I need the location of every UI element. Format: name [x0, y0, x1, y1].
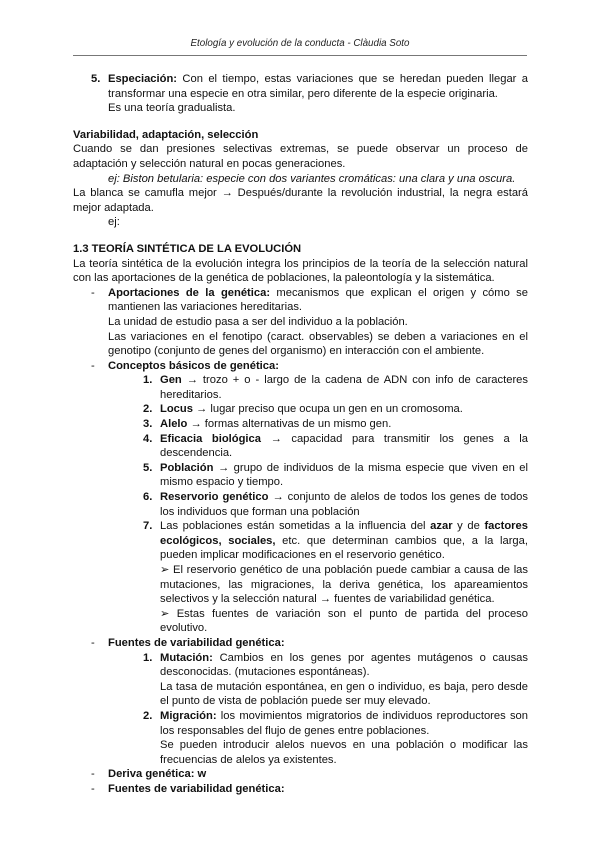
fuente-desc: Cambios en los genes por agentes mutágenos o causas desconocidas. (mutaciones espontáneas).	[160, 651, 528, 679]
fuentes-list	[73, 651, 528, 768]
concept-body: → grupo de individuos de la misma especie que viven en el mismo espacio y tiempo.	[160, 461, 528, 489]
paragraph-camuflaje: La blanca se camufla mejor → Después/durante la revolución industrial, la negra estará mejor adaptada.	[73, 187, 528, 214]
concept-text	[160, 373, 528, 402]
fuente-number: 2.	[143, 709, 153, 722]
item-term: Especiación:	[108, 73, 178, 85]
concept-term: Alelo	[160, 418, 188, 431]
fuentes-title: Fuentes de variabilidad genética:	[108, 636, 285, 649]
fuente-extra: La tasa de mutación espontánea, en gen o individuo, es baja, pero desde el punto de vista de población puede ser muy elevado.	[160, 680, 528, 708]
fuente-item	[143, 651, 528, 709]
list-item-conceptos	[73, 359, 528, 374]
item-number: 5.	[91, 73, 101, 85]
concept-7-bullet-1: ➢ El reservorio genético de una población puede cambiar a causa de las mutaciones, las migraciones, la deriva genética, los apareamientos selectivos y la selección natural → fuentes de variabilidad genética.	[160, 564, 528, 606]
item-body: Con el tiempo, estas variaciones que se heredan pueden llegar a transformar una especie en otra similar, pero diferente de la especie originaria.	[108, 73, 528, 100]
concept-number: 2.	[143, 403, 153, 416]
concept-7-bullet-2: ➢ Estas fuentes de variación son el punto de partida del proceso evolutivo.	[160, 607, 528, 635]
fuente-item	[143, 709, 528, 767]
concept-item	[143, 490, 528, 519]
concept-item	[143, 432, 528, 461]
list-item-fuentes-2	[73, 782, 528, 797]
concept-term: Población	[160, 461, 214, 474]
concept-term: Reservorio genético	[160, 491, 269, 504]
paragraph-variabilidad: Cuando se dan presiones selectivas extremas, se puede observar un proceso de adaptación y selección natural en pocas generaciones.	[73, 143, 528, 170]
concept-text	[160, 417, 528, 432]
spacer	[73, 230, 528, 242]
conceptos-title: Conceptos básicos de genética:	[108, 359, 279, 372]
fuente-body	[160, 709, 528, 767]
concept-item	[143, 461, 528, 490]
section-title-variabilidad: Variabilidad, adaptación, selección	[73, 128, 259, 141]
fuente-text	[160, 709, 528, 738]
dash-bullet: -	[91, 782, 95, 795]
concept-7-mid: y de	[452, 520, 485, 533]
aportaciones-line3: Las variaciones en el fenotipo (caract. observables) se deben a variaciones en el genotipo (conjunto de genes del organismo) en interacción con el ambiente.	[108, 330, 528, 358]
fuente-text	[160, 651, 528, 680]
concept-item	[143, 402, 528, 417]
concept-term: Gen	[160, 374, 182, 387]
fuentes-2-title: Fuentes de variabilidad genética:	[108, 782, 285, 795]
example-biston: ej: Biston betularia: especie con dos variantes cromáticas: una clara y una oscura.	[108, 172, 516, 185]
dash-bullet: -	[91, 768, 95, 781]
concept-text	[160, 432, 528, 461]
page-header: Etología y evolución de la conducta - Clàudia Soto	[190, 38, 410, 49]
concept-body: → formas alternativas de un mismo gen.	[187, 418, 392, 431]
header-rule	[73, 55, 527, 56]
paragraph-intro: La teoría sintética de la evolución integra los principios de la teoría de la selección natural con las aportaciones de la genética de poblaciones, la paleontología y la sistemática.	[73, 257, 528, 285]
concept-term: Locus	[160, 403, 193, 416]
concept-number: 7.	[143, 520, 153, 533]
concept-7-factores: factores ecológicos, sociales,	[160, 520, 528, 547]
concept-text	[160, 461, 528, 490]
concept-item	[143, 373, 528, 402]
concept-term: Eficacia biológica	[160, 432, 261, 445]
concept-7-body	[160, 519, 528, 636]
fuente-term: Mutación:	[160, 651, 213, 664]
concept-number: 6.	[143, 491, 153, 504]
concept-7-pre: Las poblaciones están sometidas a la influencia del	[160, 520, 431, 533]
deriva-title: Deriva genética: w	[108, 768, 207, 781]
conceptos-list	[73, 373, 528, 636]
list-item-deriva	[73, 767, 528, 782]
concept-number: 4.	[143, 432, 153, 445]
concept-body: → lugar preciso que ocupa un gen en un cromosoma.	[192, 403, 463, 416]
document-body	[73, 72, 528, 797]
concept-number: 1.	[143, 374, 153, 387]
concept-text	[160, 402, 528, 417]
aportaciones-body: mecanismos que explican el origen y cómo se mantienen las variaciones hereditarias.	[108, 286, 528, 314]
item-especiacion	[73, 72, 528, 101]
section-title-teoria-sintetica: 1.3 TEORÍA SINTÉTICA DE LA EVOLUCIÓN	[73, 242, 302, 255]
concept-body: → conjunto de alelos de todos los genes de todos los individuos que forman una población	[160, 491, 528, 518]
fuente-extra: Se pueden introducir alelos nuevos en una población o modificar las frecuencias de alelos ya existentes.	[160, 739, 528, 766]
list-item-aportaciones	[73, 286, 528, 315]
concept-7-text	[160, 519, 528, 563]
concept-item-7	[143, 519, 528, 636]
dash-bullet: -	[91, 636, 95, 649]
fuente-term: Migración:	[160, 709, 217, 722]
fuente-number: 1.	[143, 651, 153, 664]
concept-number: 5.	[143, 461, 153, 474]
concept-body: → trozo + o - largo de la cadena de ADN con info de caracteres hereditarios.	[160, 374, 528, 401]
fuente-body	[160, 651, 528, 709]
dash-bullet: -	[91, 359, 95, 372]
item-text	[108, 72, 528, 101]
concept-7-azar: azar	[430, 520, 453, 533]
concept-text	[160, 490, 528, 519]
concept-7-post: etc. que determinan cambios que, a la larga, pueden implicar modificaciones en el reservorio genético.	[160, 534, 528, 562]
item-especiacion-note: Es una teoría gradualista.	[108, 102, 236, 115]
example-ej: ej:	[108, 216, 120, 229]
concept-item	[143, 417, 528, 432]
spacer	[73, 116, 528, 128]
concept-body: → capacidad para transmitir los genes a la descendencia.	[160, 432, 528, 460]
aportaciones-text	[108, 286, 528, 315]
aportaciones-term: Aportaciones de la genética:	[108, 286, 271, 299]
dash-bullet: -	[91, 286, 95, 299]
list-item-fuentes	[73, 636, 528, 651]
fuente-desc: los movimientos migratorios de individuos reproductores son los responsables del flujo de genes entre poblaciones.	[160, 709, 528, 737]
concept-number: 3.	[143, 418, 153, 431]
aportaciones-line2: La unidad de estudio pasa a ser del individuo a la población.	[108, 315, 408, 328]
